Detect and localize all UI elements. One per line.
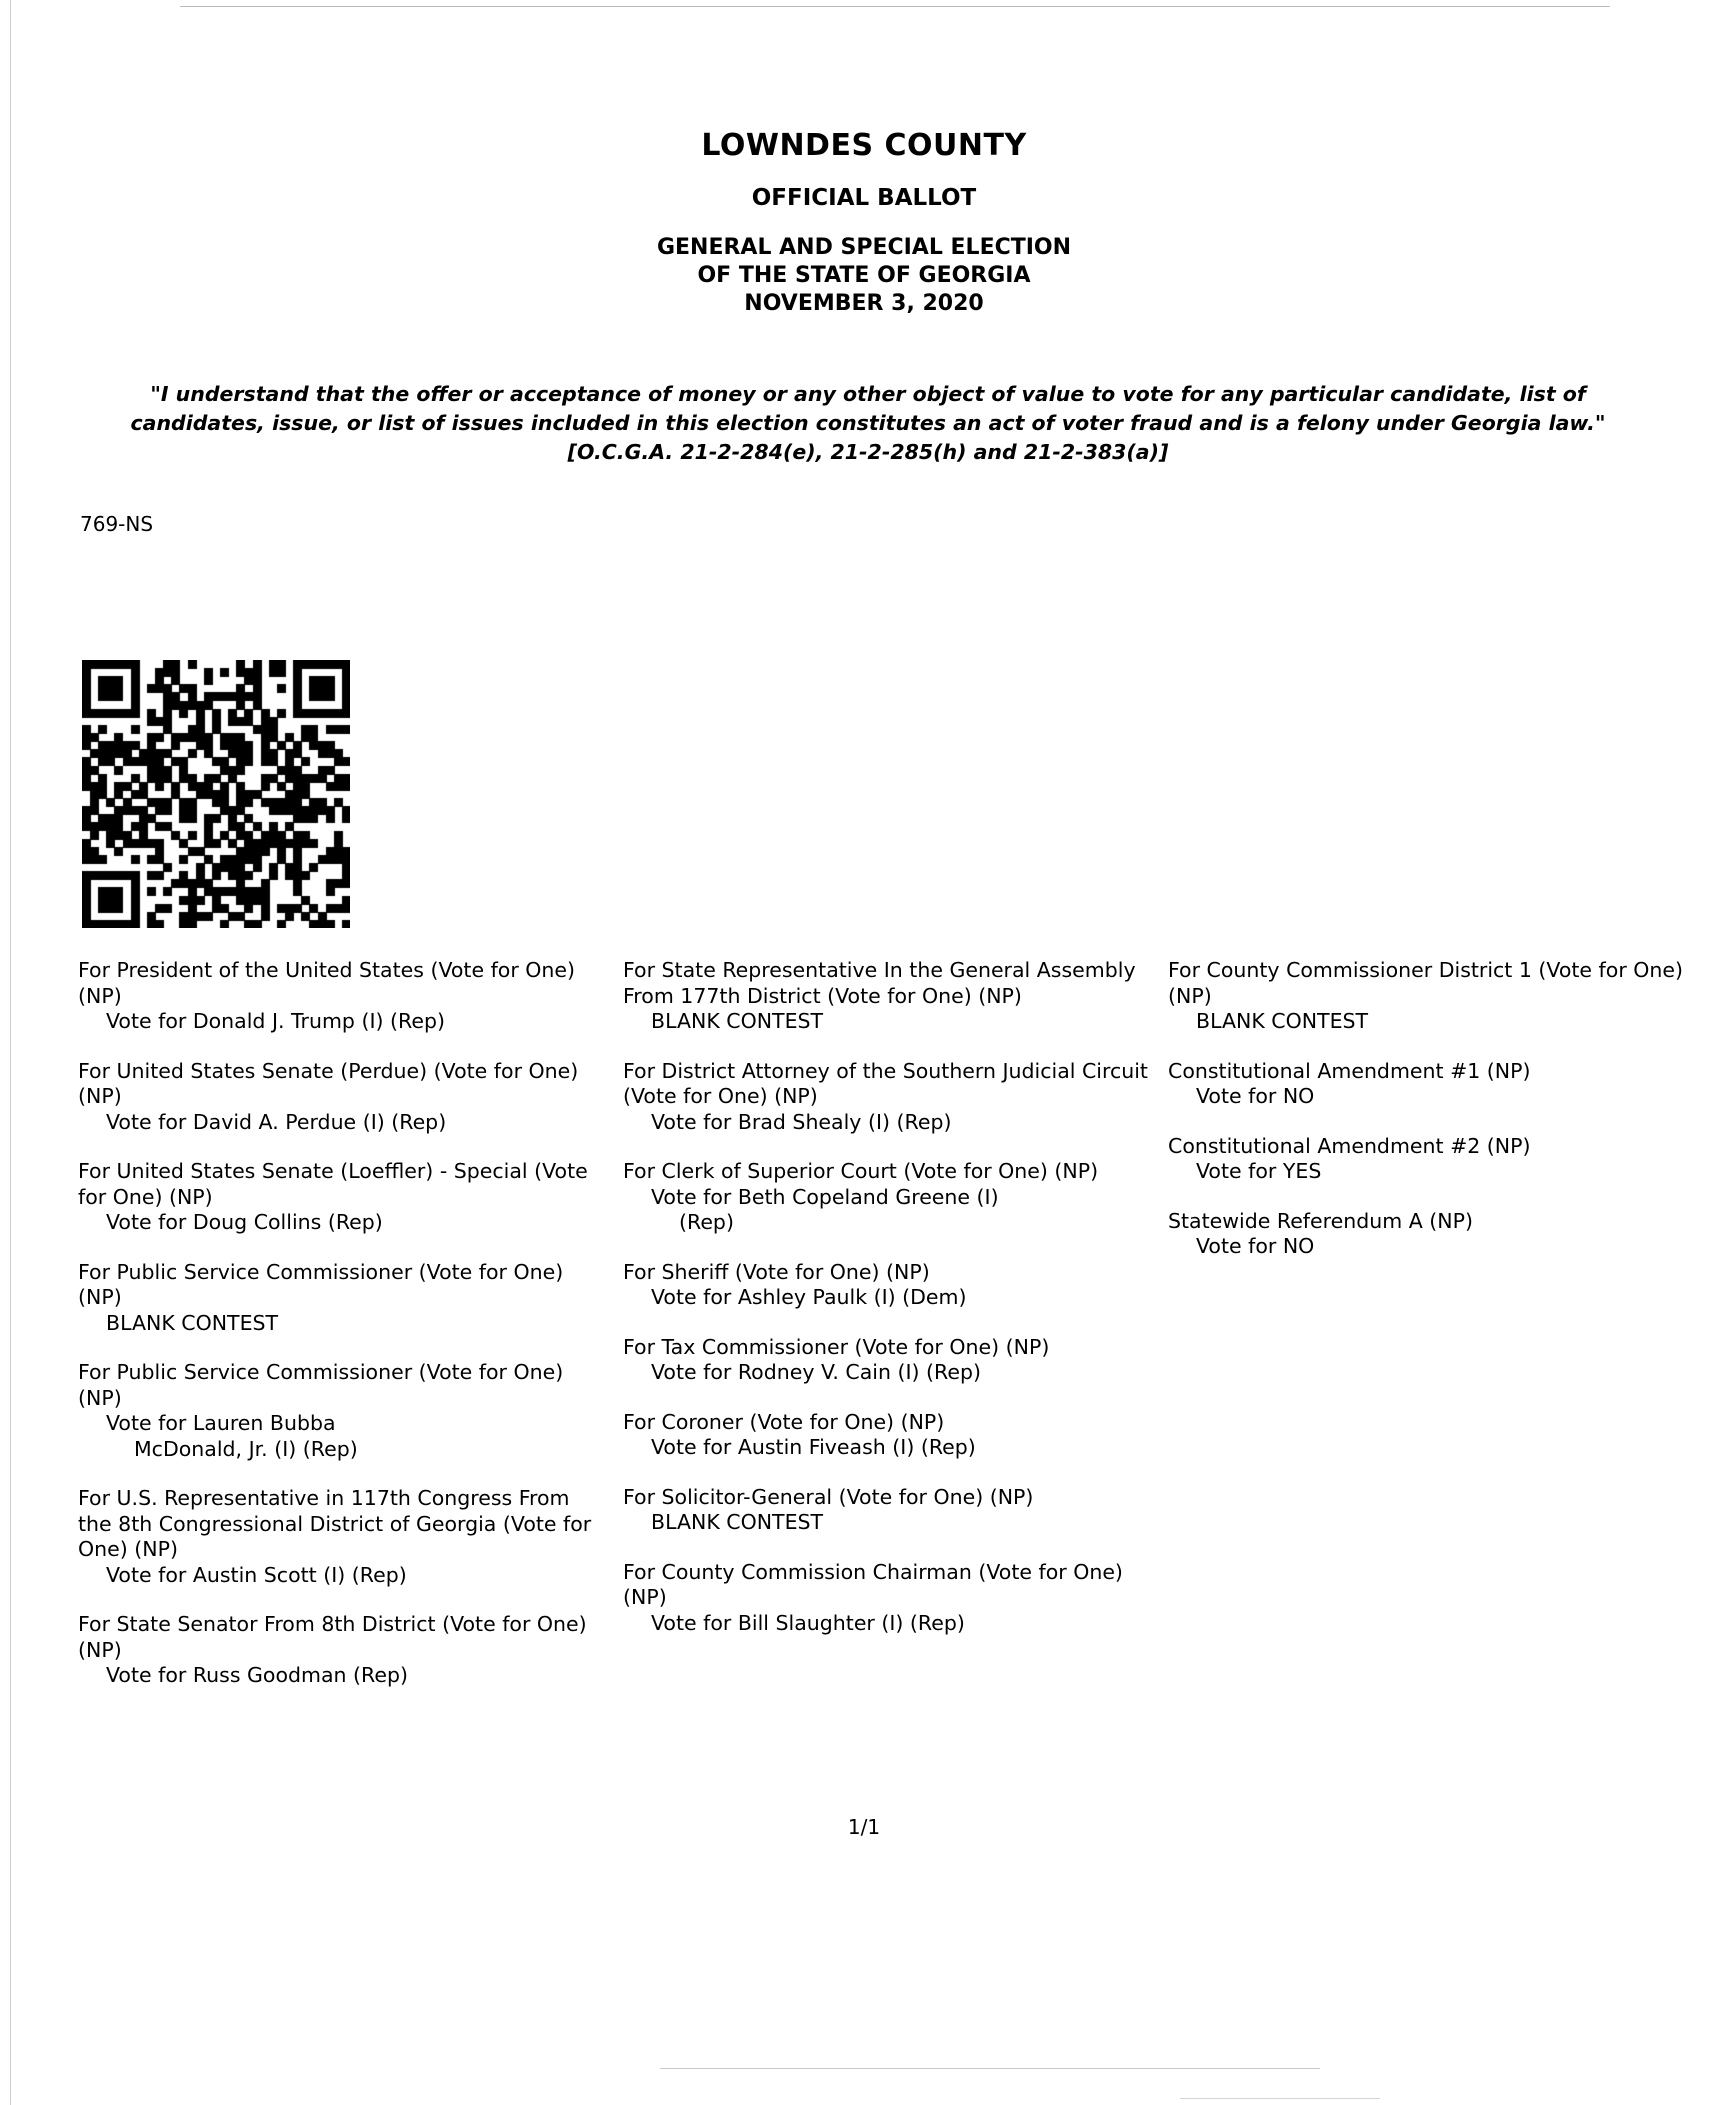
contest-title: Constitutional Amendment #1 (NP) bbox=[1168, 1058, 1531, 1083]
contest-selection: Vote for Rodney V. Cain (I) (Rep) bbox=[651, 1360, 981, 1384]
qr-code-icon bbox=[82, 660, 350, 928]
ballot-id-label: 769-NS bbox=[80, 512, 154, 536]
contest-title: For County Commission Chairman (Vote for One) (NP) bbox=[623, 1559, 1123, 1609]
contest-selection: Vote for Russ Goodman (Rep) bbox=[106, 1663, 409, 1687]
contest-block bbox=[78, 1159, 608, 1236]
contest-column-3 bbox=[1168, 958, 1698, 1284]
election-date: NOVEMBER 3, 2020 bbox=[744, 291, 984, 316]
contest-title: For County Commissioner District 1 (Vote for One) (NP) bbox=[1168, 958, 1684, 1008]
contest-title: For United States Senate (Loeffler) - Special (Vote for One) (NP) bbox=[78, 1159, 588, 1209]
contest-column-2 bbox=[623, 958, 1168, 1660]
contest-block bbox=[78, 1486, 608, 1588]
contest-title: For Public Service Commissioner (Vote for One) (NP) bbox=[78, 1259, 564, 1309]
contest-block bbox=[623, 1410, 1168, 1461]
contest-selection: Vote for David A. Perdue (I) (Rep) bbox=[106, 1109, 447, 1134]
contest-selection: Vote for Austin Scott (I) (Rep) bbox=[106, 1562, 407, 1587]
blank-contest-label: BLANK CONTEST bbox=[106, 1310, 279, 1335]
contest-title: For State Senator From 8th District (Vote for One) (NP) bbox=[78, 1612, 587, 1662]
contest-block bbox=[78, 958, 608, 1035]
scan-edge-top bbox=[180, 6, 1610, 7]
contest-block bbox=[1168, 1209, 1698, 1260]
contest-selection: Vote for Austin Fiveash (I) (Rep) bbox=[651, 1435, 976, 1459]
contest-block bbox=[1168, 1059, 1698, 1110]
contest-selection: Vote for Brad Shealy (I) (Rep) bbox=[651, 1109, 952, 1134]
contest-block bbox=[78, 1260, 608, 1337]
contest-block bbox=[623, 1560, 1168, 1637]
election-title-line1: GENERAL AND SPECIAL ELECTION bbox=[656, 235, 1072, 260]
blank-contest-label: BLANK CONTEST bbox=[1196, 1009, 1369, 1033]
election-title-line2: OF THE STATE OF GEORGIA bbox=[697, 263, 1031, 288]
scan-edge-bottom bbox=[660, 2068, 1320, 2069]
contest-selection: Vote for Ashley Paulk (I) (Dem) bbox=[651, 1285, 967, 1309]
contest-title: For Sheriff (Vote for One) (NP) bbox=[623, 1259, 930, 1284]
contest-block bbox=[623, 1335, 1168, 1386]
contest-block bbox=[78, 1059, 608, 1136]
contest-selection-continued: McDonald, Jr. (I) (Rep) bbox=[134, 1436, 358, 1461]
page-title: LOWNDES COUNTY bbox=[701, 128, 1027, 163]
contest-selection-continued: (Rep) bbox=[679, 1210, 734, 1234]
contest-column-1 bbox=[78, 958, 608, 1713]
contest-title: For Solicitor-General (Vote for One) (NP) bbox=[623, 1484, 1034, 1509]
contest-title: For U.S. Representative in 117th Congress From the 8th Congressional District of Georgia (Vote for One) (NP) bbox=[78, 1486, 592, 1561]
contest-block bbox=[623, 1059, 1168, 1136]
contest-title: For Coroner (Vote for One) (NP) bbox=[623, 1409, 945, 1434]
contest-title: For Tax Commissioner (Vote for One) (NP) bbox=[623, 1334, 1050, 1359]
election-title bbox=[0, 234, 1728, 318]
contest-block bbox=[78, 1612, 608, 1689]
contest-block bbox=[623, 1159, 1168, 1236]
contest-title: For Clerk of Superior Court (Vote for One) (NP) bbox=[623, 1159, 1099, 1183]
ballot-type-title: OFFICIAL BALLOT bbox=[751, 185, 977, 211]
contest-title: For State Representative In the General Assembly From 177th District (Vote for One) (NP) bbox=[623, 958, 1136, 1008]
contest-title: For Public Service Commissioner (Vote for One) (NP) bbox=[78, 1360, 564, 1410]
blank-contest-label: BLANK CONTEST bbox=[651, 1009, 824, 1033]
page-number: 1/1 bbox=[847, 1815, 881, 1839]
contest-block bbox=[1168, 1134, 1698, 1185]
contest-block bbox=[1168, 958, 1698, 1035]
contest-title: Statewide Referendum A (NP) bbox=[1168, 1208, 1473, 1233]
contest-selection: Vote for Donald J. Trump (I) (Rep) bbox=[106, 1009, 445, 1033]
contest-block bbox=[78, 1360, 608, 1462]
contest-block bbox=[623, 1485, 1168, 1536]
contest-title: Constitutional Amendment #2 (NP) bbox=[1168, 1133, 1531, 1158]
contest-block bbox=[623, 1260, 1168, 1311]
contest-selection: Vote for NO bbox=[1196, 1234, 1315, 1258]
contest-title: For District Attorney of the Southern Judicial Circuit (Vote for One) (NP) bbox=[623, 1058, 1148, 1108]
contest-selection: Vote for Bill Slaughter (I) (Rep) bbox=[651, 1610, 965, 1635]
ballot-header bbox=[0, 128, 1728, 318]
contest-selection: Vote for NO bbox=[1196, 1084, 1315, 1108]
contest-selection: Vote for Lauren Bubba bbox=[106, 1411, 336, 1435]
contest-selection: Vote for YES bbox=[1196, 1159, 1322, 1183]
blank-contest-label: BLANK CONTEST bbox=[651, 1510, 824, 1534]
contest-selection: Vote for Beth Copeland Greene (I) bbox=[651, 1184, 999, 1209]
contest-title: For United States Senate (Perdue) (Vote for One) (NP) bbox=[78, 1058, 579, 1108]
contest-title: For President of the United States (Vote for One) (NP) bbox=[78, 958, 576, 1008]
voter-fraud-oath-text: "I understand that the offer or acceptance of money or any other object of value to vote for any particular candidate, list of candidates, issue, or list of issues included in this election constitutes an act of voter fraud and is a felony under Georgia law." [O.C.G.A. 21-2-284(e), 21-2-285(h) and 21-2-383(a)] bbox=[130, 382, 1606, 464]
contest-selection: Vote for Doug Collins (Rep) bbox=[106, 1210, 383, 1234]
contest-block bbox=[623, 958, 1168, 1035]
scan-edge-bottom-secondary bbox=[1180, 2098, 1380, 2099]
